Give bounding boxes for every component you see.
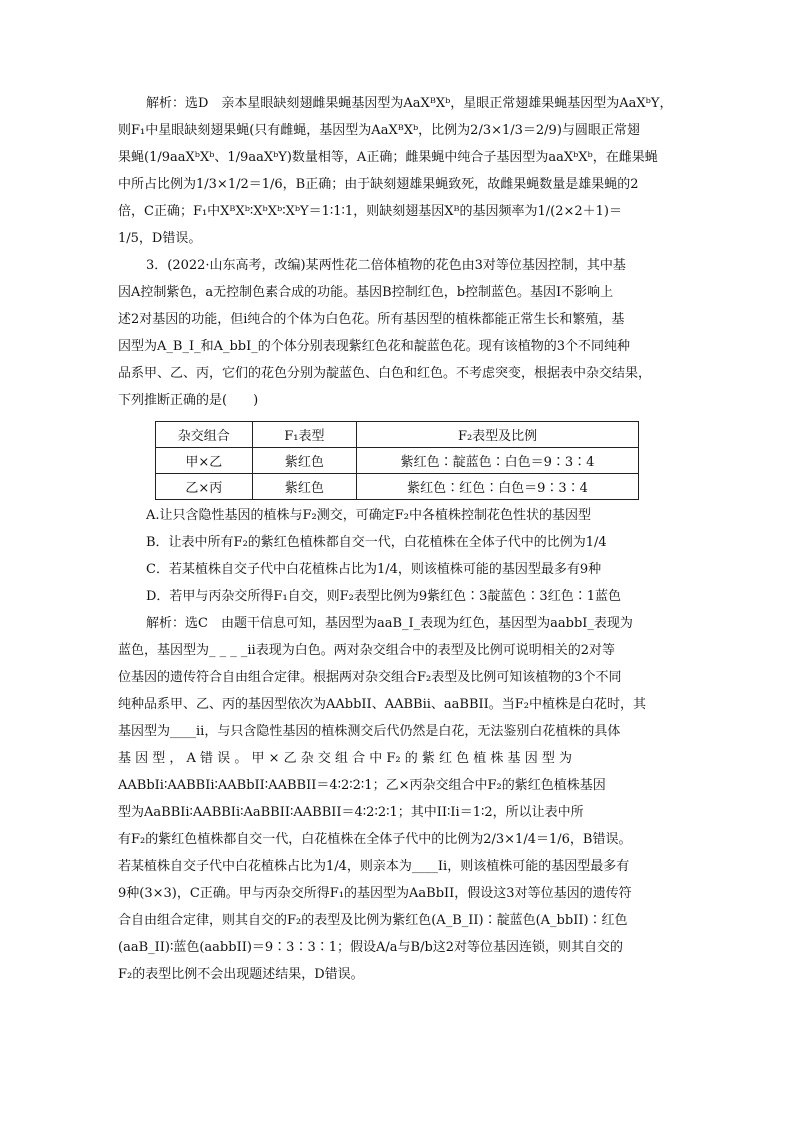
text-line: 解析：选D 亲本星眼缺刻翅雌果蝇基因型为AaXᴮXᵇ，星眼正常翅雄果蝇基因型为AaXᵇY， (146, 96, 673, 111)
option-d: D．若甲与丙杂交所得F₁自交，则F₂表型比例为9紫红色∶3靛蓝色∶3红色∶1蓝色 (146, 589, 621, 604)
text-line: 品系甲、乙、丙，它们的花色分别为靛蓝色、白色和红色。不考虑突变，根据表中杂交结果， (118, 366, 652, 381)
table-cell: 乙×丙 (156, 474, 253, 500)
text-line: 基 因 型 ， A 错 误 。 甲 × 乙 杂 交 组 合 中 F₂ 的 紫 红 色 植 株 基 因 型 为 (118, 751, 572, 766)
option-a: A.让只含隐性基因的植株与F₂测交，可确定F₂中各植株控制花色性状的基因型 (146, 508, 591, 523)
text-line: 有F₂的紫红色植株都自交一代，白花植株在全体子代中的比例为2/3×1/4＝1/6，B错误。 (118, 832, 632, 847)
text-line: 9种(3×3)，C正确。甲与丙杂交所得F₁的基因型为AaBbII，假设这3对等位基因的遗传符 (118, 886, 632, 901)
text-line: 蓝色，基因型为_ _ _ _ii表现为白色。两对杂交组合中的表型及比例可说明相关的2对等 (118, 643, 615, 658)
table-cell: 紫红色 (252, 474, 357, 500)
table-cell: 紫红色∶靛蓝色∶白色＝9∶3∶4 (357, 448, 639, 474)
table-cell: 紫红色∶红色∶白色＝9∶3∶4 (357, 474, 639, 500)
text-line: 下列推断正确的是( ) (118, 393, 259, 408)
text-line: F₂的表型比例不会出现题述结果，D错误。 (118, 967, 364, 982)
text-line: 基因型为____ii，与只含隐性基因的植株测交后代仍然是白花，无法鉴别白花植株的具体 (118, 724, 621, 739)
table-cell: 紫红色 (252, 448, 357, 474)
table-header-cell: F₁表型 (252, 422, 357, 448)
table-header-cell: F₂表型及比例 (357, 422, 639, 448)
text-line: 解析：选C 由题干信息可知，基因型为aaB_I_表现为红色，基因型为aabbI_表现为 (146, 616, 633, 631)
text-line: 因A控制紫色，a无控制色素合成的功能。基因B控制红色，b控制蓝色。基因I不影响上 (118, 285, 614, 300)
text-line: 述2对基因的功能，但i纯合的个体为白色花。所有基因型的植株都能正常生长和繁殖，基 (118, 312, 625, 327)
table-header-row (156, 422, 639, 448)
text-line: 合自由组合定律，则其自交的F₂的表型及比例为紫红色(A_B_II)∶靛蓝色(A_bbII)∶红色 (118, 913, 628, 928)
option-b: B．让表中所有F₂的紫红色植株都自交一代，白花植株在全体子代中的比例为1/4 (146, 535, 607, 550)
text-line: AABbIi∶AABBIi∶AABbII∶AABBII＝4∶2∶2∶1；乙×丙杂交组合中F₂的紫红色植株基因 (118, 778, 606, 793)
table-row (156, 448, 639, 474)
table-row (156, 474, 639, 500)
text-line: 3．(2022·山东高考，改编)某两性花二倍体植物的花色由3对等位基因控制，其中基 (146, 258, 626, 273)
text-line: 果蝇(1/9aaXᵇXᵇ、1/9aaXᵇY)数量相等，A正确；雌果蝇中纯合子基因型为aaXᵇXᵇ，在雌果蝇 (118, 150, 658, 165)
table-header-cell: 杂交组合 (156, 422, 253, 448)
text-line: 因型为A_B_I_和A_bbI_的个体分别表现紫红色花和靛蓝色花。现有该植物的3个不同纯种 (118, 339, 631, 354)
text-line: 1/5，D错误。 (118, 231, 202, 246)
text-line: 倍，C正确；F₁中XᴮXᵇ∶XᵇXᵇ∶XᵇY＝1∶1∶1，则缺刻翅基因Xᴮ的基因频率为1/(2×2＋1)＝ (118, 204, 622, 219)
text-line: 若某植株自交子代中白花植株占比为1/4，则亲本为____Ii，则该植株可能的基因型最多有 (118, 859, 630, 874)
table-cell: 甲×乙 (156, 448, 253, 474)
cross-result-table (155, 421, 639, 500)
text-line: 则F₁中星眼缺刻翅果蝇(只有雌蝇，基因型为AaXᴮXᵇ，比例为2/3×1/3＝2/9)与圆眼正常翅 (118, 123, 640, 138)
text-line: 中所占比例为1/3×1/2＝1/6，B正确；由于缺刻翅雄果蝇致死，故雌果蝇数量是雄果蝇的2 (118, 177, 639, 192)
text-line: 位基因的遗传符合自由组合定律。根据两对杂交组合F₂表型及比例可知该植物的3个不同 (118, 670, 622, 685)
text-line: 纯种品系甲、乙、丙的基因型依次为AAbbII、AABBii、aaBBII。当F₂中植株是白花时，其 (118, 697, 646, 712)
text-line: (aaB_II)∶蓝色(aabbII)＝9∶3∶3∶1；假设A/a与B/b这2对等位基因连锁，则其自交的 (118, 940, 624, 955)
text-line: 型为AaBBIi∶AABBIi∶AaBBII∶AABBII＝4∶2∶2∶1；其中II∶Ii＝1∶2，所以让表中所 (118, 805, 584, 820)
option-c: C．若某植株自交子代中白花植株占比为1/4，则该植株可能的基因型最多有9种 (146, 562, 602, 577)
